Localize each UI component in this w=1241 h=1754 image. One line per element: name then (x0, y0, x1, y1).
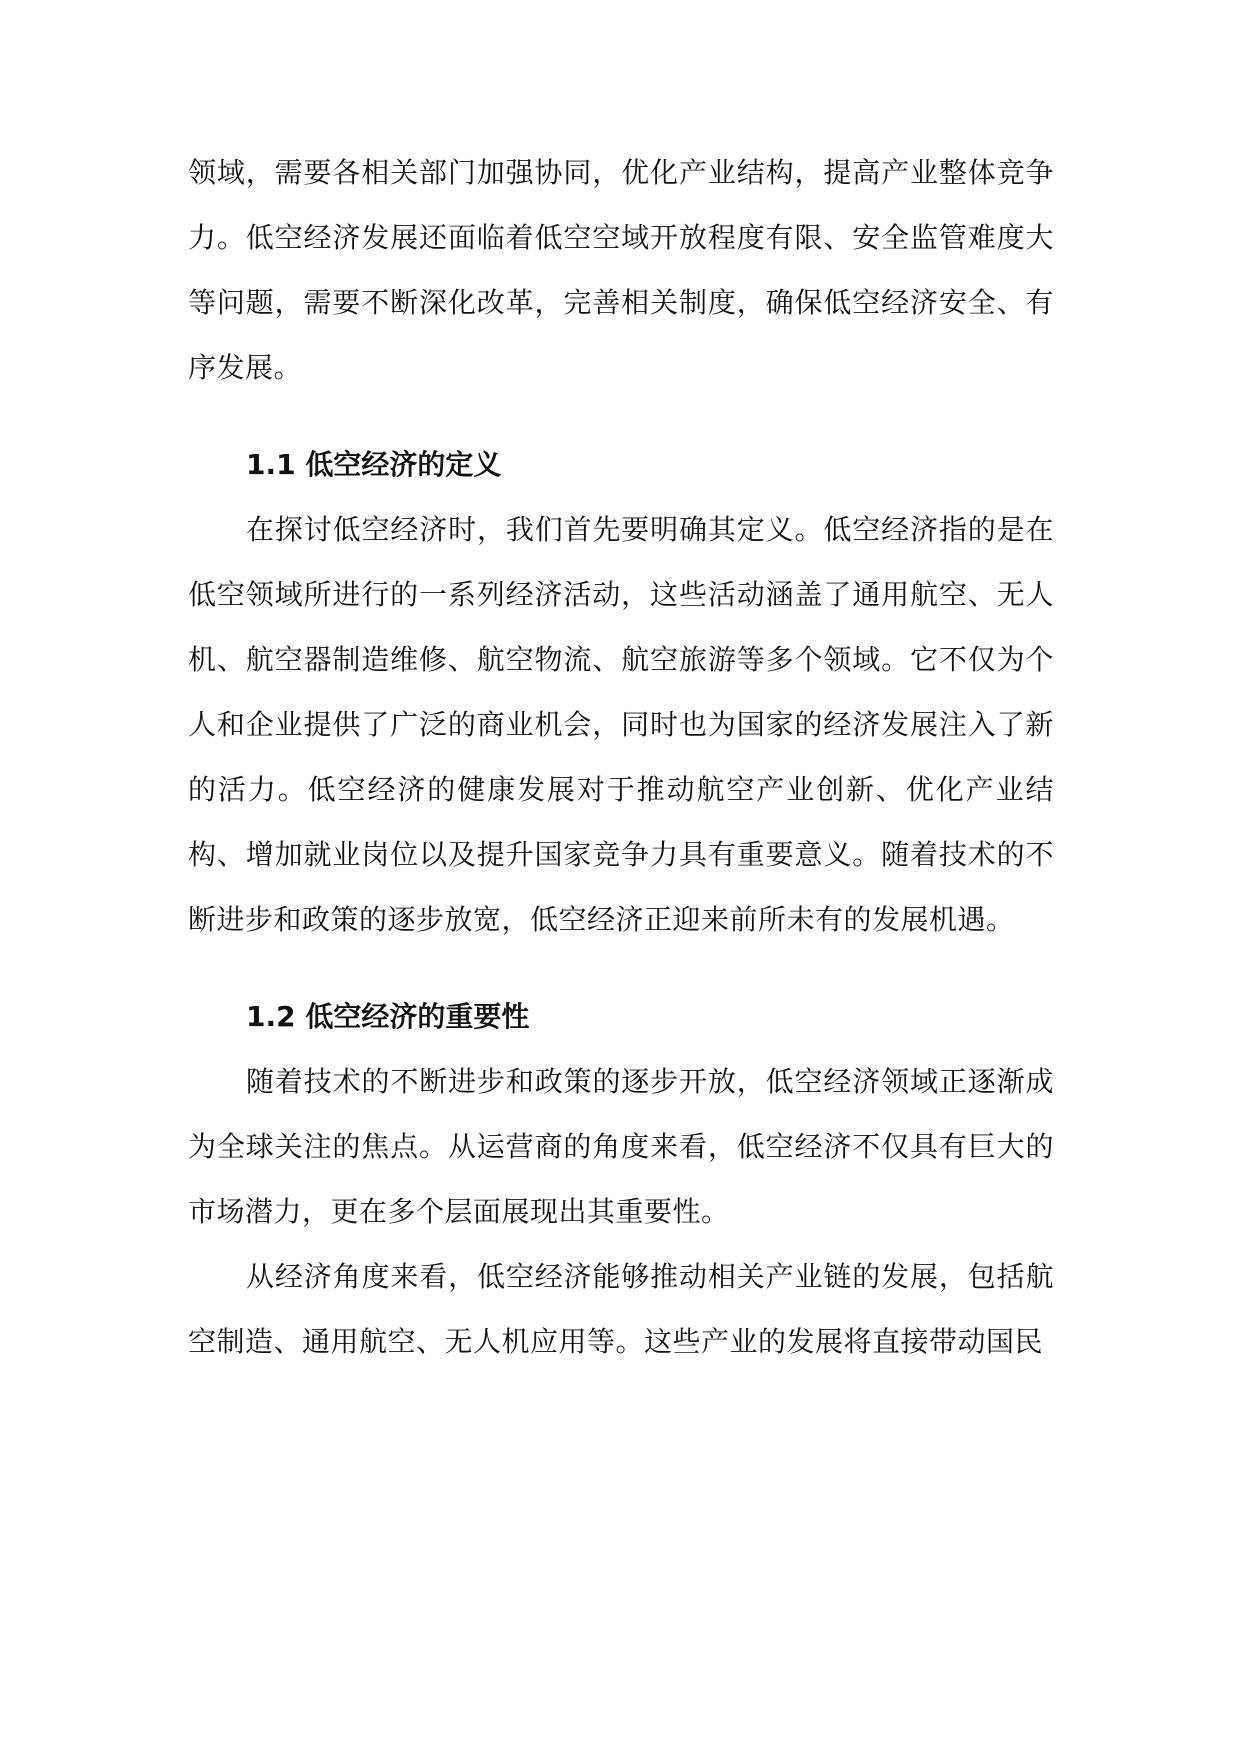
paragraph-definition: 在探讨低空经济时，我们首先要明确其定义。低空经济指的是在低空领域所进行的一系列经济活动，这些活动涵盖了通用航空、无人机、航空器制造维修、航空物流、航空旅游等多个领域。它不仅为个人和企业提供了广泛的商业机会，同时也为国家的经济发展注入了新的活力。低空经济的健康发展对于推动航空产业创新、优化产业结构、增加就业岗位以及提升国家竞争力具有重要意义。随着技术的不断进步和政策的逐步放宽，低空经济正迎来前所未有的发展机遇。 (188, 513, 1054, 936)
paragraph-economic-view: 从经济角度来看，低空经济能够推动相关产业链的发展，包括航空制造、通用航空、无人机应用等。这些产业的发展将直接带动国民 (188, 1260, 1054, 1358)
spacer (188, 400, 1054, 432)
section-heading-1-2: 1.2 低空经济的重要性 (246, 1000, 530, 1033)
document-body (188, 140, 1054, 1374)
paragraph-importance-intro: 随着技术的不断进步和政策的逐步开放，低空经济领域正逐渐成为全球关注的焦点。从运营商的角度来看，低空经济不仅具有巨大的市场潜力，更在多个层面展现出其重要性。 (188, 1065, 1054, 1228)
section-heading-1-1: 1.1 低空经济的定义 (246, 448, 502, 481)
paragraph-continued: 领域，需要各相关部门加强协同，优化产业结构，提高产业整体竞争力。低空经济发展还面临着低空空域开放程度有限、安全监管难度大等问题，需要不断深化改革，完善相关制度，确保低空经济安全、有序发展。 (188, 156, 1054, 384)
spacer (188, 952, 1054, 984)
